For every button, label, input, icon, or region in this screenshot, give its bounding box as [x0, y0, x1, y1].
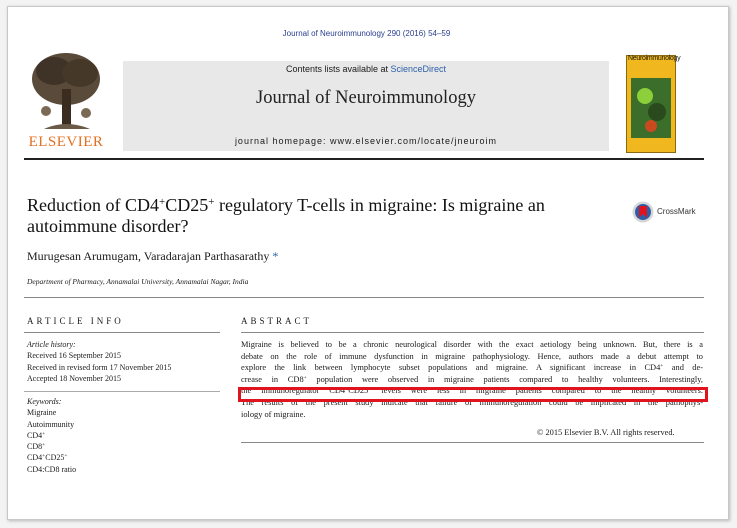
- keyword: CD8+: [27, 442, 46, 452]
- article-info-heading: ARTICLE INFO: [27, 316, 124, 326]
- abstract-line: explore the link between lymphocyte subset populations and migraine. A significant increase in CD4+ and de-: [241, 363, 704, 373]
- abstract-line: Migraine is believed to be a chronic neurological disorder with the exact aetiology being unknown. But, there is a: [241, 340, 703, 349]
- authors: Murugesan Arumugam, Varadarajan Parthasarathy *: [27, 249, 279, 263]
- abstract-line-highlighted: the immunoregulator CD4+CD25+ levels were less in migraine patients compared to the healthy volunteers.: [241, 386, 704, 396]
- abstract-line: The results of the present study indicate that failure of immunoregulation could be implicated in the pathophys-: [241, 397, 703, 407]
- sciencedirect-link[interactable]: ScienceDirect: [390, 64, 447, 74]
- journal-cover-icon: [626, 55, 681, 153]
- abstract-heading: ABSTRACT: [241, 316, 313, 326]
- affiliation: Department of Pharmacy, Annamalai University, Annamalai Nagar, India: [27, 277, 249, 286]
- article-info-divider: [24, 391, 220, 392]
- keyword: CD4+CD25+: [27, 453, 68, 463]
- abstract-line: debate on the role of immune dysfunction in migraine pathophysiology. Hence, authors made a debut attempt to: [241, 351, 703, 361]
- keyword: Autoimmunity: [27, 419, 75, 429]
- abstract-line: iology of migraine.: [241, 409, 306, 419]
- abstract-line: crease in CD8+ population were observed in migraine patients compared to healthy volunteers. Interestingly,: [241, 374, 703, 384]
- received-date: Received 16 September 2015: [27, 351, 121, 361]
- keywords: [27, 396, 223, 475]
- revised-date: Received in revised form 17 November 2015: [27, 362, 172, 372]
- corresponding-author-mark[interactable]: *: [272, 249, 279, 263]
- crossmark-label[interactable]: CrossMark: [657, 207, 696, 216]
- header-rule: [24, 158, 704, 160]
- abstract-rule: [241, 332, 704, 333]
- keyword: Migraine: [27, 408, 57, 418]
- copyright: © 2015 Elsevier B.V. All rights reserved.: [537, 428, 675, 437]
- abstract-bottom-rule: [241, 442, 704, 443]
- journal-citation[interactable]: Journal of Neuroimmunology 290 (2016) 54–59: [282, 29, 451, 38]
- cover-title: Neuroimmunology: [628, 55, 681, 62]
- contents-line: [123, 64, 609, 74]
- contents-prefix: Contents lists available at: [285, 64, 391, 74]
- highlight-box: [238, 387, 708, 402]
- publisher-logo-text: ELSEVIER: [28, 134, 104, 150]
- abstract-text: [241, 339, 703, 420]
- keyword: CD4+: [27, 430, 46, 440]
- crossmark-icon[interactable]: [632, 201, 654, 223]
- article-info-rule: [24, 332, 220, 333]
- journal-homepage[interactable]: journal homepage: www.elsevier.com/locate/jneuroim: [234, 136, 498, 146]
- journal-title: Journal of Neuroimmunology: [256, 88, 476, 108]
- history-label: Article history:: [27, 340, 76, 349]
- affiliation-rule: [24, 297, 704, 298]
- article-history: [27, 339, 223, 384]
- keywords-label: Keywords:: [27, 397, 62, 406]
- keyword: CD4:CD8 ratio: [27, 464, 77, 474]
- accepted-date: Accepted 18 November 2015: [27, 373, 121, 383]
- article-title: Reduction of CD4+CD25+ regulatory T-cells in migraine: Is migraine an autoimmune disorder?: [27, 195, 545, 236]
